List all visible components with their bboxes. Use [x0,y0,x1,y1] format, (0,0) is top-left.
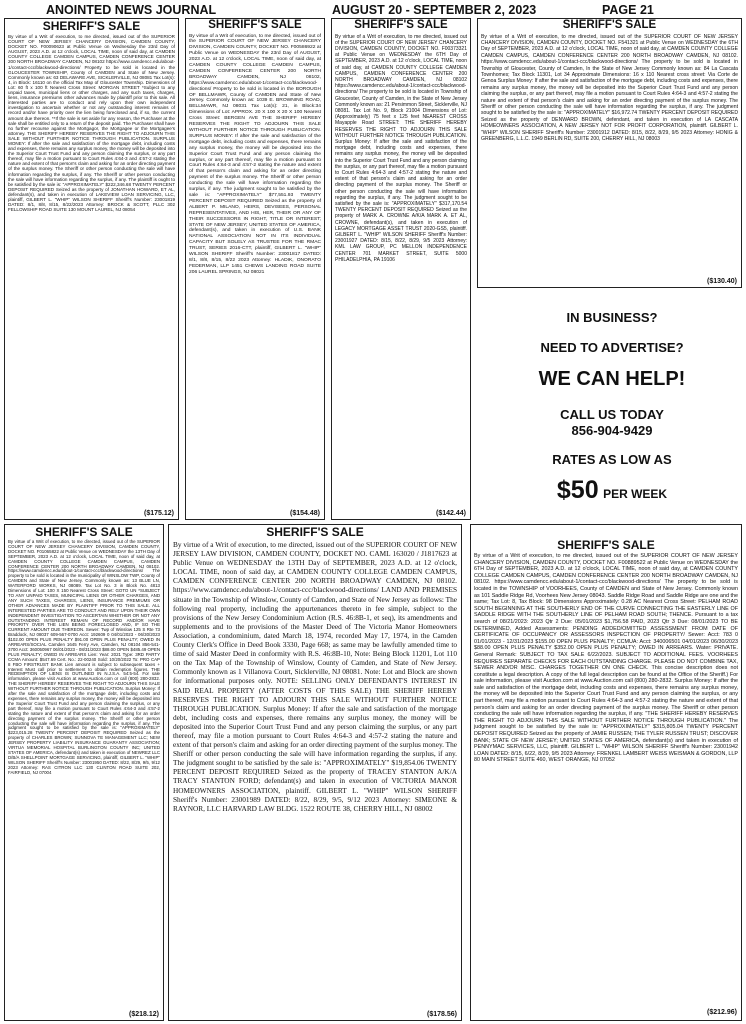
notice-body: By virtue of a Writ of execution, to me directed, issued out of the SUPERIOR COURT OF NEW JERSEY CHANCERY DIVISION, CAMDEN COUNTY, DOCKET NO. F00586922 at Public Venue on WEDNESDAY the 23rd Day of AUGUST, 2023 A.D. at 12 o'clock, LOCAL TIME, noon of said day, at CAMDEN COUNTY COLLEGE CAMDEN CAMPUS, CAMDEN CONFERENCE CENTER 200 NORTH BROADWAY CAMDEN, NJ 08102, https://www.camdencc.edu/about-1/contact-ccc/blackwood-directions/ Property to be sold is located in the BOROUGH OF BELLMAWR, County of CAMDEN and State of New Jersey. Commonly known as: 1039 E. BROWNING ROAD, BELLMAWR, NJ 08031 Tax Lot(s): 21, in Block:34 Dimensions of Lot: APPROX. 20 X 100 X 20 X 100 Nearest Cross Street: BERGEN AVE THE SHERIFF HEREBY RESERVES THE RIGHT TO ADJOURN THIS SALE WITHOUT FURTHER NOTICE THROUGH PUBLICATION. SURPLUS MONEY: If after the sale and satisfaction of the mortgage debt, including costs and expenses, there remains any surplus money, the money will be deposited into the Superior Court Trust Fund and any person claiming the surplus, or any part thereof, may file a motion pursuant to Court Rules 4:64-3 and 4:57-2 stating the nature and extent of that person's claim and asking for an order directing payment of the surplus money. The Sheriff or other person conducting the sale will have information regarding the surplus, if any. The judgment sought to be satisfied by the sale is: "APPROXIMATELY" $77,551.93 TWENTY PERCENT DEPOSIT REQUIRED Seized as the property of ALBERT P. MILANO, HEIRS, DEVISEES, PERSONAL REPRESENTATIVES, AND HIS, HER, THEIR OR ANY OF THEIR SUCCESSORS IN RIGHT, TITLE OR INTEREST; STATE OF NEW JERSEY; UNITED STATES OF AMERICA, defendant(s), and taken in execution of U.S. BANK NATIONAL ASSOCIATION NOT IN ITS INDIVIDUAL CAPACITY BUT SOLELY AS TRUSTEE FOR THE RMAC TRUST, SERIES 2016-CTT, plaintiff, GILBERT L. "WHIP" WILSON SHERIFF Sheriff's Number: 23001817 DATED: 8/1, 8/8, 8/15, 8/22 2023 Attorney: HLADIK, ONORATO FEDERMAN, LLP 1451 CHEWS LANDING ROAD SUITE 206 LAUREL SPRINGS, NJ 08021 [189,33,321,275]
ad-line-advertise: NEED TO ADVERTISE? [540,340,684,355]
notice-body: By virtue of a Writ of execution, to me directed, issued out of the SUPERIOR COURT OF NEW JERSEY LAW DIVISION, CAMDEN COUNTY, DOCKET NO. CAML 163020 / J1817623 at Public Venue on WEDNESDAY the 13TH Day of SEPTEMBER, 2023 A.D. at 12 o'clock, LOCAL TIME, noon of said day, at CAMDEN COUNTY COLLEGE CAMDEN CAMPUS, CAMDEN CONFERENCE CENTER 200 NORTH BROADWAY CAMDEN, NJ 08102. https://www.camdencc.edu/about-1/contact-ccc/blackwood-directions/ LAND AND PREMISES situate in the Township of Winslow, County of Camden, and State of New Jersey as follows: The following real property, including the appurtenances thereto in fee simple, subject to the provisions of the New Jersey Condominium Action (R.S. 46:8B-1, et seq), its amendments and supplements and to the provisions of the Master Deed of The Victoria Manor Homeowners Association, a condominium, dated March 18, 1974, recorded May 17, 1974, in the Camden County Clerk's Office in Deed Book 3330, Page 668; as same may be lawfully amended time to time of said Master Deed in conformity with R.S. 46:8B-10, Note: Being Block 11201, Lot 110 on the Tax Map of the Township of Winslow, County of Camden, and State of New Jersey. Commonly known as 1 Villanova Court, Sicklerville, NJ 08081. Note: Lot and Block are shown for informational purposes only. NOTE: SELLING ONLY DEFENDANT'S INTEREST IN SAID REAL PROPERTY (AFTER COSTS OF THIS SALE) THE SHERIFF HEREBY RESERVES THE RIGHT TO ADJOURN THIS SALE WITHOUT FURTHER NOTICE THROUGH PUBLICATION. Surplus Money: If after the sale and satisfaction of the mortgage debt, including costs and expenses, there remains any surplus money, the money will be deposited into the Superior Court Trust Fund and any person claiming the surplus, or any part thereof, may file a motion pursuant to Court Rules 4:64-3 and 4:57-2 stating the nature and extent of that person's claim and asking for an order directing payment of the surplus money. The Sheriff or other person conducting the sale will have information regarding the surplus, if any. The judgment sought to be satisfied by the sale is: "APPROXIMATELY" $19,854.06 TWENTY PERCENT DEPOSIT REQUIRED Seized as the property of TRACEY STANTON A/K/A TRACY STANTON FORD; defendant(s) and taken in execution of VICTORIA MANOR HOMEOWNERS ASSOCIATION, plaintiff. GILBERT L. "WHIP" WILSON SHERIFF Sheriff's Number: 23001989 DATED: 8/22, 8/29, 9/5, 9/12 2023 Attorney: SIMEONE & RAYNOR, LLC HARVARD LAW BLDG. 1522 ROUTE 38, CHERRY HILL, NJ 08002 [173,540,457,813]
notice-body: By virtue of a Writ of execution, to me directed, issued out of the SUPERIOR COURT OF NEW JERSEY CHANCERY DIVISION, CAMDEN COUNTY, DOCKET NO. F541321 at Public Venue on WEDNESDAY the 6TH Day of SEPTEMBER, 2023 A.D. at 12 o'clock, LOCAL TIME, noon of said day, at CAMDEN COUNTY COLLEGE CAMDEN CAMPUS, CAMDEN CONFERENCE CENTER 200 NORTH BROADWAY CAMDEN, NJ 08102. https://www.camdencc.edu/about-1/contact-ccc/blackwood-directions/ The property to be sold is located in Township of Gloucester, County of Camden, In the State of New Jersey Commonly known as: 84 La Cascata Townhomes; Tax Block 11301, Lot 34 Approximate Dimensions: 16 x 110 Nearest cross street: Via Corte de Genoa Surplus Money: If after the sale and satisfaction of the mortgage debt, including costs and expenses, there remains any surplus money, the money will be deposited into the Superior Court Trust Fund and any person claiming the surplus, or any part thereof, may file a motion pursuant to Court Rules 4:64-3 and 4:57-2 stating the nature and extent of that person's claim and asking for an order directing payment of the surplus money. The Sheriff or other person conducting the sale will have information regarding the surplus, if any. The judgment sought to be satisfied by the sale is: "APPROXIMATELY" $16,972.74 TWENTY PERCENT DEPOSIT REQUIRED Seized as the property of DENWARD BROWN, defendant, and taken in execution of LA CASCATA HOMEOWNERS ASSOCIATION, A NEW JERSEY NOT FOR PROFIT CORPORATION, plaintiff. GILBERT L. "WHIP" WILSON SHERIFF Sheriff's Number: 23001912 DATED: 8/15, 8/22, 8/29, 9/5 2023 Attorney: HONIG & GREENBERG, L.L.C. 1949 BERLIN RD, SUITE 200, CHERRY HILL, NJ 08003 [481,33,738,142]
ad-per-week: PER WEEK [603,487,668,501]
ad-price-line [487,476,737,505]
notice-price: ($175.12) [144,510,174,517]
sheriffs-sale-notice [477,18,742,288]
issue-dates: AUGUST 20 - SEPTEMBER 2, 2023 [332,3,537,17]
notice-price: ($142.44) [436,510,466,517]
notice-price: ($178.56) [427,1011,457,1018]
notice-body: By virtue of a Writ of execution, to me directed, issued out of the SUPERIOR COURT OF NEW JERSEY CHANCERY DIVISION, CAMDEN COUNTY, DOCKET NO. F00090623 at Public Venue on Wednesday the 23rd Day of AUGUST, 2023 A.D. at 12 o'clock, LOCAL TIME, noon of said day, at CAMDEN COUNTY COLLEGE CAMDEN CAMPUS, CAMDEN CONFERENCE CENTER 200 NORTH BROADWAY CAMDEN, NJ 08102 https://www.camdencc.edu/about-1/contact-ccc/blackwood-directions/ Property to be sold is located in the GLOUCESTER TOWNSHIP, County of CAMDEN and State of New Jersey. Commonly known as: 63 DELAWARE AVE, SICKLERVILLE, NJ 08081 Tax Lot(s): 4, in Block: 16110 on the official Tax Map of Gloucester Township. Dimensions of Lot: 60 ft x 100 ft Nearest Cross Street: MORGAN STREET *Subject to any unpaid taxes, municipal liens or other charges, and any such taxes, charges, liens, insurance premiums other advances made by plaintiff prior to this sale. All interested parties are to conduct and rely upon their own independent investigation to ascertain whether or not any outstanding interest remains of record and/or have priority over the lien being foreclosed and, if so, the current amount due thereon. **If the sale is set aside for any reason, the Purchaser at the sale shall be entitled only to a return of the deposit paid. The Purchaser shall have no further recourse against the Mortgagor, the Mortgagee or the Mortgagee's attorney. THE SHERIFF HEREBY RESERVES THE RIGHT TO ADJOURN THIS SALE WITHOUT FURTHER NOTICE THROUGH PUBLICATION. SURPLUS MONEY: If after the sale and satisfaction of the mortgage debt, including costs and expenses, there remains any surplus money, the money will be deposited into the Superior Court Trust Fund and any person claiming the surplus, or any part thereof, may file a motion pursuant to Court Rules 4:64-3 and 4:57-2 stating the nature and extent of that person's claim and asking for an order directing payment of the surplus money. The Sheriff or other person conducting the sale will have information regarding the surplus, if any. The Sheriff or other person conducting the sale will have information regarding the surplus, if any. The plaintiff is ought to be satisfied by the sale is: "APPROXIMATELY" $222,346.68 TWENTY PERCENT DEPOSIT REQUIRED Seized as the property of JONATHAN HOWARD, ET AL, defendant(s), and taken in execution of LAKEVIEW LOAN SERVICING, LLC, plaintiff, GILBERT L. "WHIP" WILSON SHERIFF Sheriff's Number: 23001819 DATED: 8/1, 8/8, 8/15, 8/22/2023 Attorney: BROCK & SCOTT, PLLC 302 FELLOWSHIP ROAD SUITE 130 MOUNT LAUREL, NJ 08054 [8,34,175,213]
ad-phone: 856-904-9429 [571,423,653,438]
ad-line-business: IN BUSINESS? [566,310,658,325]
page-header [0,3,746,17]
notice-title: SHERIFF'S SALE [35,525,133,539]
notice-price: ($212.96) [707,1009,737,1016]
notice-title: SHERIFF'S SALE [354,19,448,31]
ad-line-call: CALL US TODAY [560,407,664,422]
ad-line-help: WE CAN HELP! [538,368,686,390]
sheriffs-sale-notice [168,524,462,1021]
notice-price: ($154.48) [290,510,320,517]
notice-title: SHERIFF'S SALE [557,538,655,552]
notice-title: SHERIFF'S SALE [42,19,141,33]
ad-line-rates: RATES AS LOW AS [552,452,672,467]
notice-title: SHERIFF'S SALE [562,19,657,31]
ad-price: $50 [556,476,599,504]
advertise-promo [487,300,737,510]
sheriffs-sale-notice [331,18,471,520]
notice-body: By virtue of a Writ of execution, to me directed, issued out of the SUPERIOR COURT OF NEW JERSEY CHANCERY DIVISION, CAMDEN COUNTY, DOCKET NO. F01065822 at Public Venue on WEDNESDAY the 13TH Day of SEPTEMBER, 2023 A.D. at 12 o'clock, LOCAL TIME, noon of said day, at CAMDEN COUNTY COLLEGE CAMDEN CAMPUS, CAMDEN CONFERENCE CENTER 200 NORTH BROADWAY CAMDEN, NJ 08102. https://www.camdencc.edu/about-1/contact-ccc/blackwood-directions/ The property to be sold is located in the municipality of WINSLOW TWP, County of CAMDEN and State of New Jersey. Commonly known as: 13 BLUE LN, WATERFORD WORKS, NJ 08089. Tax Lot No. 3 in Block No. 4813 Dimensions of Lot: 100 X 150 Nearest Cross Street: GOTO UN *SUBJECT TO ANY UNPAID TAXES, MUNICIPAL LIENS OR OTHER CHARGES, AND ANY SUCH TAXES, CHARGES, LIENS, INSURANCE PREMIUMS OR OTHER ADVANCES MADE BY PLAINTIFF PRIOR TO THIS SALE. ALL INTERESTED PARTIES ARE TO CONDUCT AND RELY UPON THEIR OWN INDEPENDENT INVESTIGATION TO ASCERTAIN WHETHER OR NOT ANY OUTSTANDING INTEREST REMAIN OF RECORD AND/OR HAVE PRIORITY OVER THE LIEN BEING FORECLOSED AND, IF SO THE CURRENT AMOUNT DUE THEREON. Sewer: Twp of Winslow 125 S Rte 73 Braddock, NJ 08037 609-567-0700 Acct: 192609 0 04/01/2023 - 06/30/2023 $102.00 OPEN PLUS PENALTY $91.00 OPEN PLUS PENALTY; OWED IN ARREARS/SOCIAL Camden 1645 Ferry Ave, Camden, NJ 08104 856-541-3700 Acct: 360050967 06/01/2023 - 08/31/2023 $88.00 OPEN $485.49 OPEN PLUS PENALTY; OWED IN ARREARS Lien: Year: 2021 Type: 3RD PARTY CCMA Amount: $547.69 Cert. No.: 22-00240 Sold: 10/20/2022 To: PRO CAP 8 FBO FIRSTRUST BANK Lien amount is subject to subsequent taxes + Interest Must call prior to settlement to obtain redemption figures. THE REDEMPTION OF LIENS IS OUTLINED IN N.J.S.A. 54:5-54. For sale information, please visit Auction at www.Auction.com or call (800) 280-2832. THE SHERIFF HEREBY RESERVES THE RIGHT TO ADJOURN THIS SALE WITHOUT FURTHER NOTICE THROUGH PUBLICATION. Surplus Money: If after the sale and satisfaction of the mortgage debt, including costs and expenses, there remains any surplus money, the money will be deposited into the Superior Court Trust Fund and any person claiming the surplus, or any part thereof, may file a motion pursuant to Court Rules 4:64-3 and 4:57-2 stating the nature and extent of that person's claim and asking for an order directing payment of the surplus money. The Sheriff or other person conducting the sale will have information regarding the surplus, if any. The judgment sought to be satisfied by the sale is: "APPROXIMATELY" $223,015.28 TWENTY PERCENT DEPOSIT REQUIRED Seized as the property of CHARLES BROWN; SUNNOVA TE MANAGEMENT LLC; NEW JERSEY PROPERTY LIABILITY INSURANCE GUARANTY ASSOCIATION; VIRTUA MEMORIAL HOSPITAL BURLINGTON COUNTY INC; UNITED STATES OF AMERICA, defendant(s) and taken in execution of NEWREZ LLC D/B/A SHELLPOINT MORTGAGE SERVICING, plaintiff, GILBERT L. "WHIP" WILSON SHERIFF Sheriff's Number: 23001950 DATED: 8/22, 8/29, 9/5, 9/12 2023 Attorney: RAS CITRON LLC 130 CLINTON ROAD SUITE 202, FAIRFIELD, NJ 07004 [8,539,160,775]
sheriffs-sale-notice [185,18,325,520]
notice-price: ($130.40) [707,278,737,285]
notice-body: By virtue of a Writ of execution, to me directed, issued out of the SUPERIOR COURT OF NEW JERSEY CHANCERY DIVISION, CAMDEN COUNTY, DOCKET NO. F00889522 at Public Venue on WEDNESDAY the 6TH Day of SEPTEMBER, 2023 A.D. at 12 o'clock, LOCAL TIME, noon of said day, at CAMDEN COUNTY COLLEGE CAMDEN CAMPUS, CAMDEN CONFERENCE CENTER 200 NORTH BROADWAY CAMDEN, NJ 08102. https://www.camdencc.edu/about-1/contact-ccc/blackwood-directions/ The property to be sold is located in the TOWNSHIP of VOORHEES, County of CAMDEN and State of New Jersey. Commonly known as 101 Saddle Ridge Rd, Voorhees New Jersey 08043. Saddle Ridge Road and Saddle Ridge are one and the same; Tax Lot: 8, Tax Block: 98 Dimensions Approximately: 0.28 AC Nearest Cross Street: PELHAM ROAD SOUTH BEGINNING AT THE SOUTHERLY END OF THE CURVE CONNECTING THE EASTERLY LINE OF SADDLE RIDGE WITH THE SOUTHERLY LINE OF PELHAM ROAD SOUTH; THENCE. Pursuant to a tax search of 08/21/2023: 2023 Qtr 2 Due: 05/01/2023 $1,756.58 PAID, 2023 Qtr 3 Due: 08/01/2023 TO BE DETERMINED, Added Assessments: PENDING ADDED/OMITTED ASSESSMENT FROM DATE OF CERTIFICATE OF OCCUPANCY OR ASSESSORS INSPECTION OF PROPERTY/ Sewer: Acct: 783 0 01/01/2023 - 12/31/2023 $155.00 OPEN PLUS PENALTY; CCMUA: Acct: 340006501 04/01/2023 06/30/2023 $88.00 OPEN PLUS PENALTY $352.00 OPEN PLUS PENALTY; OWED IN ARREARS. Water: PRIVATE. General Remark: SUBJECT TO TAX SALE 6/22/2023. SUBJECT TO ADDITIONAL FEES. VOORHEES REQUIRES SEPARATE CHECKS FOR EACH OUTSTANDING CHARGE. PLEASE DO NOT COMBINE TAX, SEWER AND/OR MISC. CHARGES TOGETHER ON ONE CHECK. This concise description does not constitute a legal description. A copy of the full legal description can be found at the Office of the Sheriff.) For sale information, please visit Auction.com at www.Auction.com call (800) 280-2832. Surplus Money: If after the sale and satisfaction of the mortgage debt, including costs and expenses, there remains any surplus money, the money will be deposited into the Superior Court Trust Fund and any person claiming the surplus, or any part thereof, may file a motion pursuant to Court Rules 4:64-3 and 4:57-2 stating the nature and extent of that person's claim and asking for an order directing payment of the surplus money. The Sheriff or other person conducting the sale will have information regarding the surplus, if any. "THE SHERIFF HEREBY RESERVES THE RIGHT TO ADJOURN THIS SALE WITHOUT FURTHER NOTICE THROUGH PUBLICATION." The judgment sought to be satisfied by the sale is: "APPROXIMATELY" $315,805.04 TWENTY PERCENT DEPOSIT REQUIRED Seized as the property of JAMIE RUSSEN; THE TYLER RUSSEN TRUST; DISCOVER BANK; STATE OF NEW JERSEY; UNITED STATES OF AMERICA, defendant(s) and taken in execution of PENNYMAC SERVICES, LLC, plaintiff. GILBERT L. "WHIP" WILSON SHERIFF Sheriff's Number: 23001942 LOAN DATED: 8/15, 6/22, 8/29, 9/5 2023 Attorney: FRENKEL LAMBERT WEISS WEISMAN & GORDON, LLP 80 MAIN STREET SUITE 460, WEST ORANGE, NJ 07052 [474,553,738,764]
notice-title: SHERIFF'S SALE [266,525,364,539]
notice-title: SHERIFF'S SALE [208,19,302,31]
notice-body: By virtue of a Writ of execution, to me directed, issued out of the SUPERIOR COURT OF NEW JERSEY CHANCERY DIVISION, CAMDEN COUNTY, DOCKET NO. F00373321 at Public Venue on WEDNESDAY the 6TH Day of SEPTEMBER, 2023 A.D. at 12 o'clock, LOCAL TIME, noon of said day, at CAMDEN COUNTY COLLEGE CAMDEN CAMPUS, CAMDEN CONFERENCE CENTER 200 NORTH BROADWAY CAMDEN, NJ 08102 https://www.camdencc.edu/about-1/contact-ccc/blackwood-directions/ The property to be sold is located in Township of Gloucester, County of Camden, in the State of New Jersey Commonly known as: 21 Persimmon Street, Sicklerville, NJ 08081. Tax Lot No. 9, Block 21004 Dimensions of Lot: (Approximately) 75 feet x 125 feet NEAREST CROSS Mayapple Road STREET: THE SHERIFF HEREBY RESERVES THE RIGHT TO ADJOURN THIS SALE WITHOUT FURTHER NOTICE THROUGH PUBLICATION. Surplus Money: If after the sale and satisfaction of the mortgage debt, including costs and expenses, there remains any surplus money, the money will be deposited into the Superior Court Trust Fund and any person claiming the surplus, or any part thereof, may file a motion pursuant to Court Rules 4:64-3 and 4:57-2 stating the nature and extent of that person's claim and asking for an order directing payment of the surplus money. The Sheriff or other person conducting the sale will have information regarding the surplus, if any. The judgment sought to be satisfied by the sale is: "APPROXIMATELY" $317,170.54 TWENTY PERCENT DEPOSIT REQUIRED Seized as the property of MARK A. CROWNE A/K/A MARK A. ET AL, CROWNE, defendant(s), and taken in execution of LEGACY MORTGAGE ASSET TRUST 2020-GS5, plaintiff. GILBERT L. "WHIP" WILSON SHERIFF Sheriff's Number: 23001927 DATED: 8/15, 8/22, 8/29, 9/5 2023 Attorney: KML LAW GROUP, PC MELLON INDEPENDENCE CENTER 701 MARKET STREET, SUITE 5000 PHILADELPHIA, PA 19106 [335,33,467,263]
notice-price: ($218.12) [129,1011,159,1018]
sheriffs-sale-notice [4,524,164,1021]
page-number: PAGE 21 [602,3,654,17]
paper-name: ANOINTED NEWS JOURNAL [46,3,217,17]
sheriffs-sale-notice [470,524,742,1021]
sheriffs-sale-notice [4,18,179,520]
